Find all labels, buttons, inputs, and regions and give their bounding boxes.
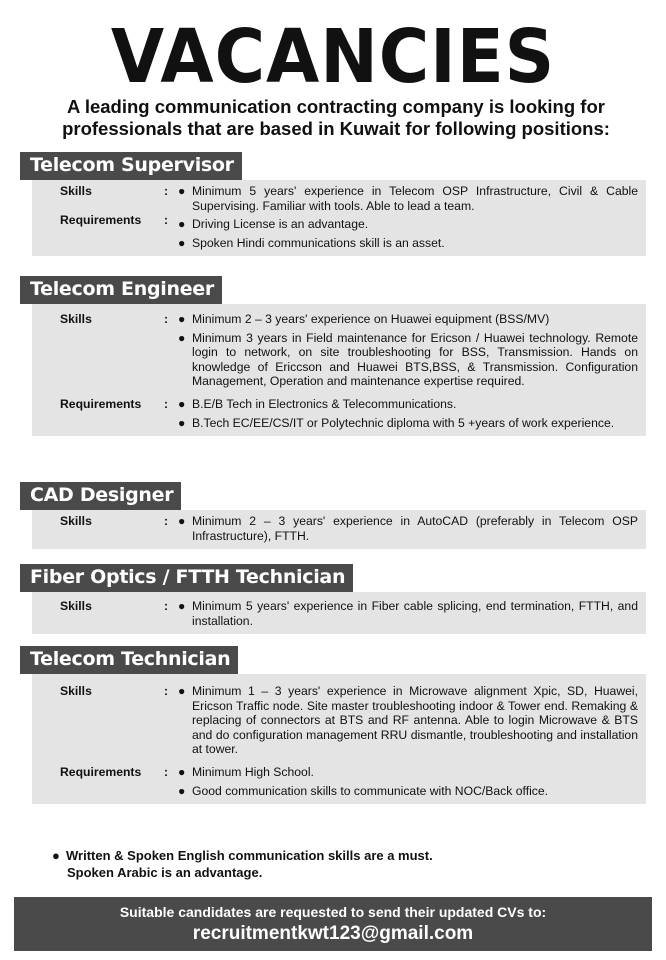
- footer-email: recruitmentkwt123@gmail.com: [192, 923, 474, 944]
- bullet-icon: ●: [178, 217, 186, 232]
- footer-banner: [14, 897, 652, 951]
- section-body: [32, 180, 646, 256]
- requirements-label: Requirements: [60, 764, 142, 779]
- list-item: ● Minimum 3 years in Field maintenance for Ericson / Huawei technology. Remote login to network, on site troubleshooting for BSS, Transmission. Hands on knowledge of Ericcson and Huawei BTS,BSS, & Transmission. Configuration Management, Operation and maintenance expertise required.: [178, 330, 638, 389]
- bullet-icon: ●: [178, 330, 186, 345]
- bullet-icon: ●: [178, 312, 186, 326]
- section-body: [32, 304, 646, 436]
- section-title: Telecom Engineer: [20, 276, 222, 304]
- skills-label: Skills: [60, 684, 92, 698]
- section-title: Telecom Supervisor: [20, 152, 242, 180]
- page-title: VACANCIES: [110, 14, 556, 100]
- requirements-label: Requirements: [60, 213, 142, 228]
- colon: :: [164, 684, 169, 698]
- list-item: ● Spoken Hindi communications skill is an asset.: [178, 235, 445, 250]
- skills-label: Skills: [60, 184, 92, 198]
- list-item: ● Minimum 5 years' experience in Telecom OSP Infrastructure, Civil & Cable Supervising. Familiar with tools. Able to lead a team.: [178, 184, 638, 213]
- section-title: Telecom Technician: [20, 646, 238, 674]
- general-requirements: [52, 848, 642, 881]
- bullet-icon: ●: [178, 783, 186, 798]
- list-item: ● Driving License is an advantage.: [178, 217, 369, 232]
- list-item: ● Minimum High School.: [178, 764, 314, 779]
- requirements-label: Requirements: [60, 396, 142, 411]
- intro-text: A leading communication contracting company is looking for professionals that are based in Kuwait for following positions:: [62, 96, 610, 139]
- section-body: [32, 510, 646, 549]
- list-item: ● Minimum 2 – 3 years' experience in AutoCAD (preferably in Telecom OSP Infrastructure), FTTH.: [178, 514, 638, 543]
- colon: :: [164, 514, 169, 528]
- bullet-icon: ●: [178, 514, 186, 528]
- section-telecom-engineer: [0, 276, 666, 436]
- bullet-icon: ●: [178, 764, 186, 779]
- bullet-icon: ●: [178, 599, 186, 613]
- list-item: ● B.E/B Tech in Electronics & Telecommunications.: [178, 396, 457, 411]
- section-title: Fiber Optics / FTTH Technician: [20, 564, 353, 592]
- colon: :: [164, 312, 169, 326]
- bullet-icon: ●: [178, 235, 186, 250]
- bullet-icon: ●: [178, 184, 186, 198]
- section-title: CAD Designer: [20, 482, 181, 510]
- list-item: ● Minimum 1 – 3 years' experience in Microwave alignment Xpic, SD, Huawei, Ericson Traffic node. Site master troubleshooting indoor & Tower end. Remaking & replacing of connectors at BTS and RF antenna. Able to login Microwave & BTS and do configuration management RRU dismantle, troubleshooting and installation at tower.: [178, 684, 638, 757]
- skills-label: Skills: [60, 599, 92, 613]
- section-body: [32, 674, 646, 804]
- section-telecom-technician: [0, 646, 666, 804]
- general-line-2: Spoken Arabic is an advantage.: [67, 864, 263, 880]
- section-cad-designer: [0, 482, 666, 549]
- list-item: ● B.Tech EC/EE/CS/IT or Polytechnic diploma with 5 +years of work experience.: [178, 415, 615, 430]
- bullet-icon: ●: [178, 396, 186, 411]
- section-body: [32, 592, 646, 634]
- colon: :: [164, 396, 169, 411]
- colon: :: [164, 184, 169, 198]
- bullet-icon: ●: [178, 415, 186, 430]
- list-item: ● Good communication skills to communicate with NOC/Back office.: [178, 783, 549, 798]
- footer-instruction: Suitable candidates are requested to send their updated CVs to:: [119, 904, 547, 920]
- bullet-icon: ●: [52, 848, 60, 863]
- section-fiber-optics-technician: [0, 564, 666, 634]
- skills-label: Skills: [60, 312, 92, 326]
- colon: :: [164, 764, 169, 779]
- list-item: ● Written & Spoken English communication skills are a must.: [52, 848, 433, 863]
- skills-label: Skills: [60, 514, 92, 528]
- section-telecom-supervisor: [0, 152, 666, 256]
- bullet-icon: ●: [178, 684, 186, 698]
- list-item: ● Minimum 5 years' experience in Fiber cable splicing, end termination, FTTH, and installation.: [178, 599, 638, 628]
- colon: :: [164, 213, 169, 228]
- colon: :: [164, 599, 169, 613]
- list-item: ● Minimum 2 – 3 years' experience on Huawei equipment (BSS/MV): [178, 312, 550, 326]
